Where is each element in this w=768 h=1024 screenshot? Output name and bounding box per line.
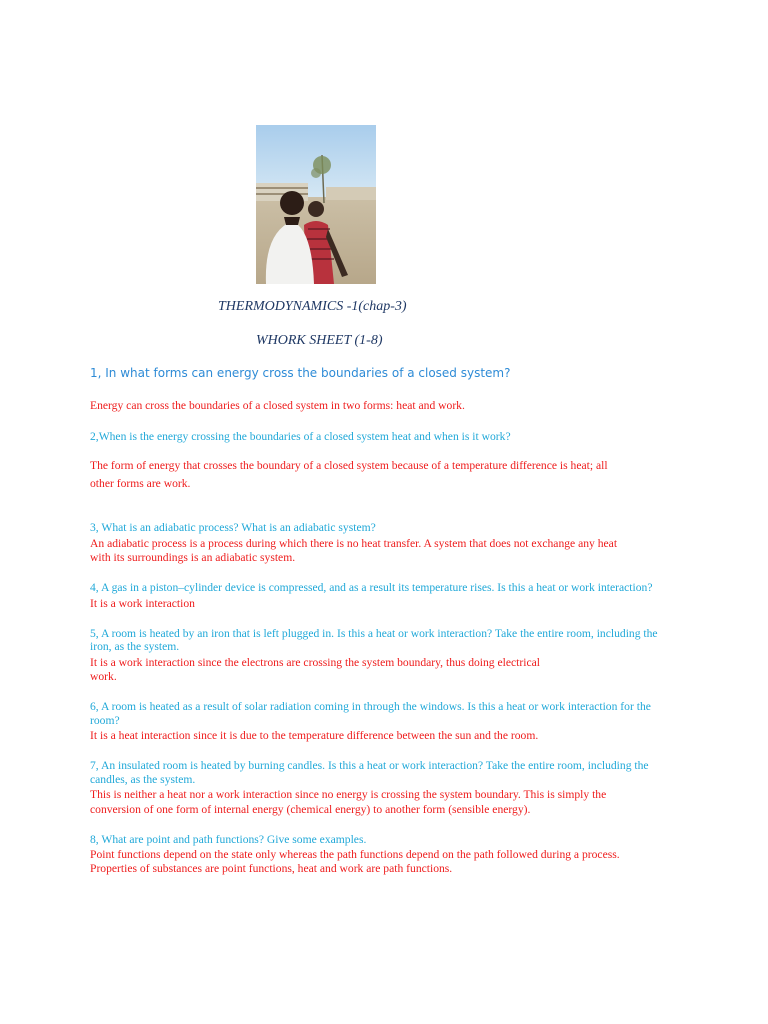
answer-3-line-1: An adiabatic process is a process during which there is no heat transfer. A system that does not exchange any heat <box>90 537 618 550</box>
answer-1: Energy can cross the boundaries of a closed system in two forms: heat and work. <box>90 399 465 412</box>
answer-4: It is a work interaction <box>90 597 195 610</box>
answer-7-line-2: conversion of one form of internal energy (chemical energy) to another form (sensible energy). <box>90 803 531 816</box>
answer-8-line-2: Properties of substances are point functions, heat and work are path functions. <box>90 862 453 875</box>
document-title: THERMODYNAMICS -1(chap-3) <box>218 299 407 314</box>
question-6-line-2: room? <box>90 714 120 727</box>
question-5-line-2: iron, as the system. <box>90 640 180 653</box>
question-5-line-1: 5, A room is heated by an iron that is left plugged in. Is this a heat or work interaction? Take the entire room, including the <box>90 627 658 640</box>
answer-8-line-1: Point functions depend on the state only whereas the path functions depend on the path followed during a process. <box>90 848 620 861</box>
question-1: 1, In what forms can energy cross the boundaries of a closed system? <box>90 366 511 380</box>
answer-7-line-1: This is neither a heat nor a work interaction since no energy is crossing the system boundary. This is simply the <box>90 788 607 801</box>
answer-3-line-2: with its surroundings is an adiabatic system. <box>90 551 296 564</box>
answer-5-line-2: work. <box>90 670 117 683</box>
answer-5-line-1: It is a work interaction since the electrons are crossing the system boundary, thus doing electrical <box>90 656 540 669</box>
question-7-line-2: candles, as the system. <box>90 773 196 786</box>
question-2: 2,When is the energy crossing the boundaries of a closed system heat and when is it work? <box>90 430 511 443</box>
question-8: 8, What are point and path functions? Give some examples. <box>90 833 367 846</box>
photo-image <box>256 125 376 284</box>
answer-6: It is a heat interaction since it is due to the temperature difference between the sun and the room. <box>90 729 539 742</box>
photo <box>256 125 376 284</box>
question-6-line-1: 6, A room is heated as a result of solar radiation coming in through the windows. Is this a heat or work interaction for the <box>90 700 651 713</box>
answer-2-line-1: The form of energy that crosses the boundary of a closed system because of a temperature difference is heat; all <box>90 459 608 472</box>
answer-2-line-2: other forms are work. <box>90 477 191 490</box>
question-3: 3, What is an adiabatic process? What is an adiabatic system? <box>90 521 376 534</box>
question-7-line-1: 7, An insulated room is heated by burning candles. Is this a heat or work interaction? Take the entire room, including the <box>90 759 649 772</box>
question-4: 4, A gas in a piston–cylinder device is compressed, and as a result its temperature rises. Is this a heat or work interaction? <box>90 581 653 594</box>
document-subtitle: WHORK SHEET (1-8) <box>256 333 383 348</box>
